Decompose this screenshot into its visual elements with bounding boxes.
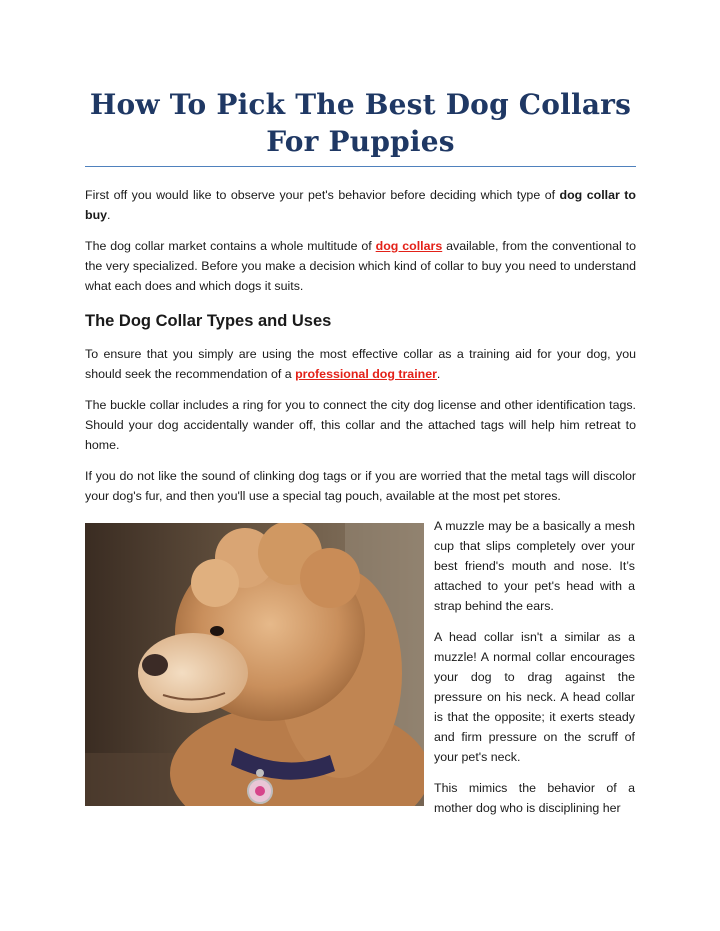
intro-end: . <box>107 208 111 222</box>
muzzle-paragraph: A muzzle may be a basically a mesh cup that slips completely over your best friend's mouth and nose. It’s attached to your pet's head with a strap behind the ears. <box>434 519 635 613</box>
poodle-photo <box>85 523 424 806</box>
trainer-end: . <box>436 367 441 381</box>
buckle-paragraph: The buckle collar includes a ring for you to connect the city dog license and other identification tags. Should your dog accidentally wander off, this collar and the attached tags will help him retreat to home. <box>85 398 636 452</box>
intro-bold: dog collar to buy <box>85 188 636 222</box>
trainer-text: To ensure that you simply are using the most effective collar as a training aid for your dog, you should seek the recommendation of a <box>85 347 636 381</box>
document-page <box>85 0 636 836</box>
side-column <box>434 516 635 818</box>
title-divider <box>85 166 636 167</box>
tags-paragraph: If you do not like the sound of clinking dog tags or if you are worried that the metal tags will discolor your dog's fur, and then you'll use a special tag pouch, available at the most pet stores. <box>85 469 636 503</box>
section-heading: The Dog Collar Types and Uses <box>85 312 332 330</box>
intro-paragraph <box>85 185 636 225</box>
intro-text: First off you would like to observe your pet's behavior before deciding which type of <box>85 188 560 202</box>
trainer-paragraph <box>85 344 636 384</box>
market-paragraph <box>85 236 636 296</box>
page-title: How To Pick The Best Dog Collars For Puppies <box>89 88 632 158</box>
media-row <box>85 516 636 836</box>
dog-collars-link[interactable]: dog collars <box>375 239 443 253</box>
professional-dog-trainer-link[interactable]: professional dog trainer <box>295 367 437 381</box>
market-end: available, from the conventional to the very specialized. Before you make a decision which kind of collar to buy you need to understand what each does and which dogs it suits. <box>85 239 636 293</box>
mimics-paragraph: This mimics the behavior of a mother dog who is disciplining her <box>434 781 635 815</box>
head-collar-paragraph: A head collar isn't a similar as a muzzle! A normal collar encourages your dog to drag against the pressure on his neck. A head collar is that the opposite; it exerts steady and firm pressure on the scruff of your pet's neck. <box>434 630 635 764</box>
market-text: The dog collar market contains a whole multitude of <box>85 239 376 253</box>
